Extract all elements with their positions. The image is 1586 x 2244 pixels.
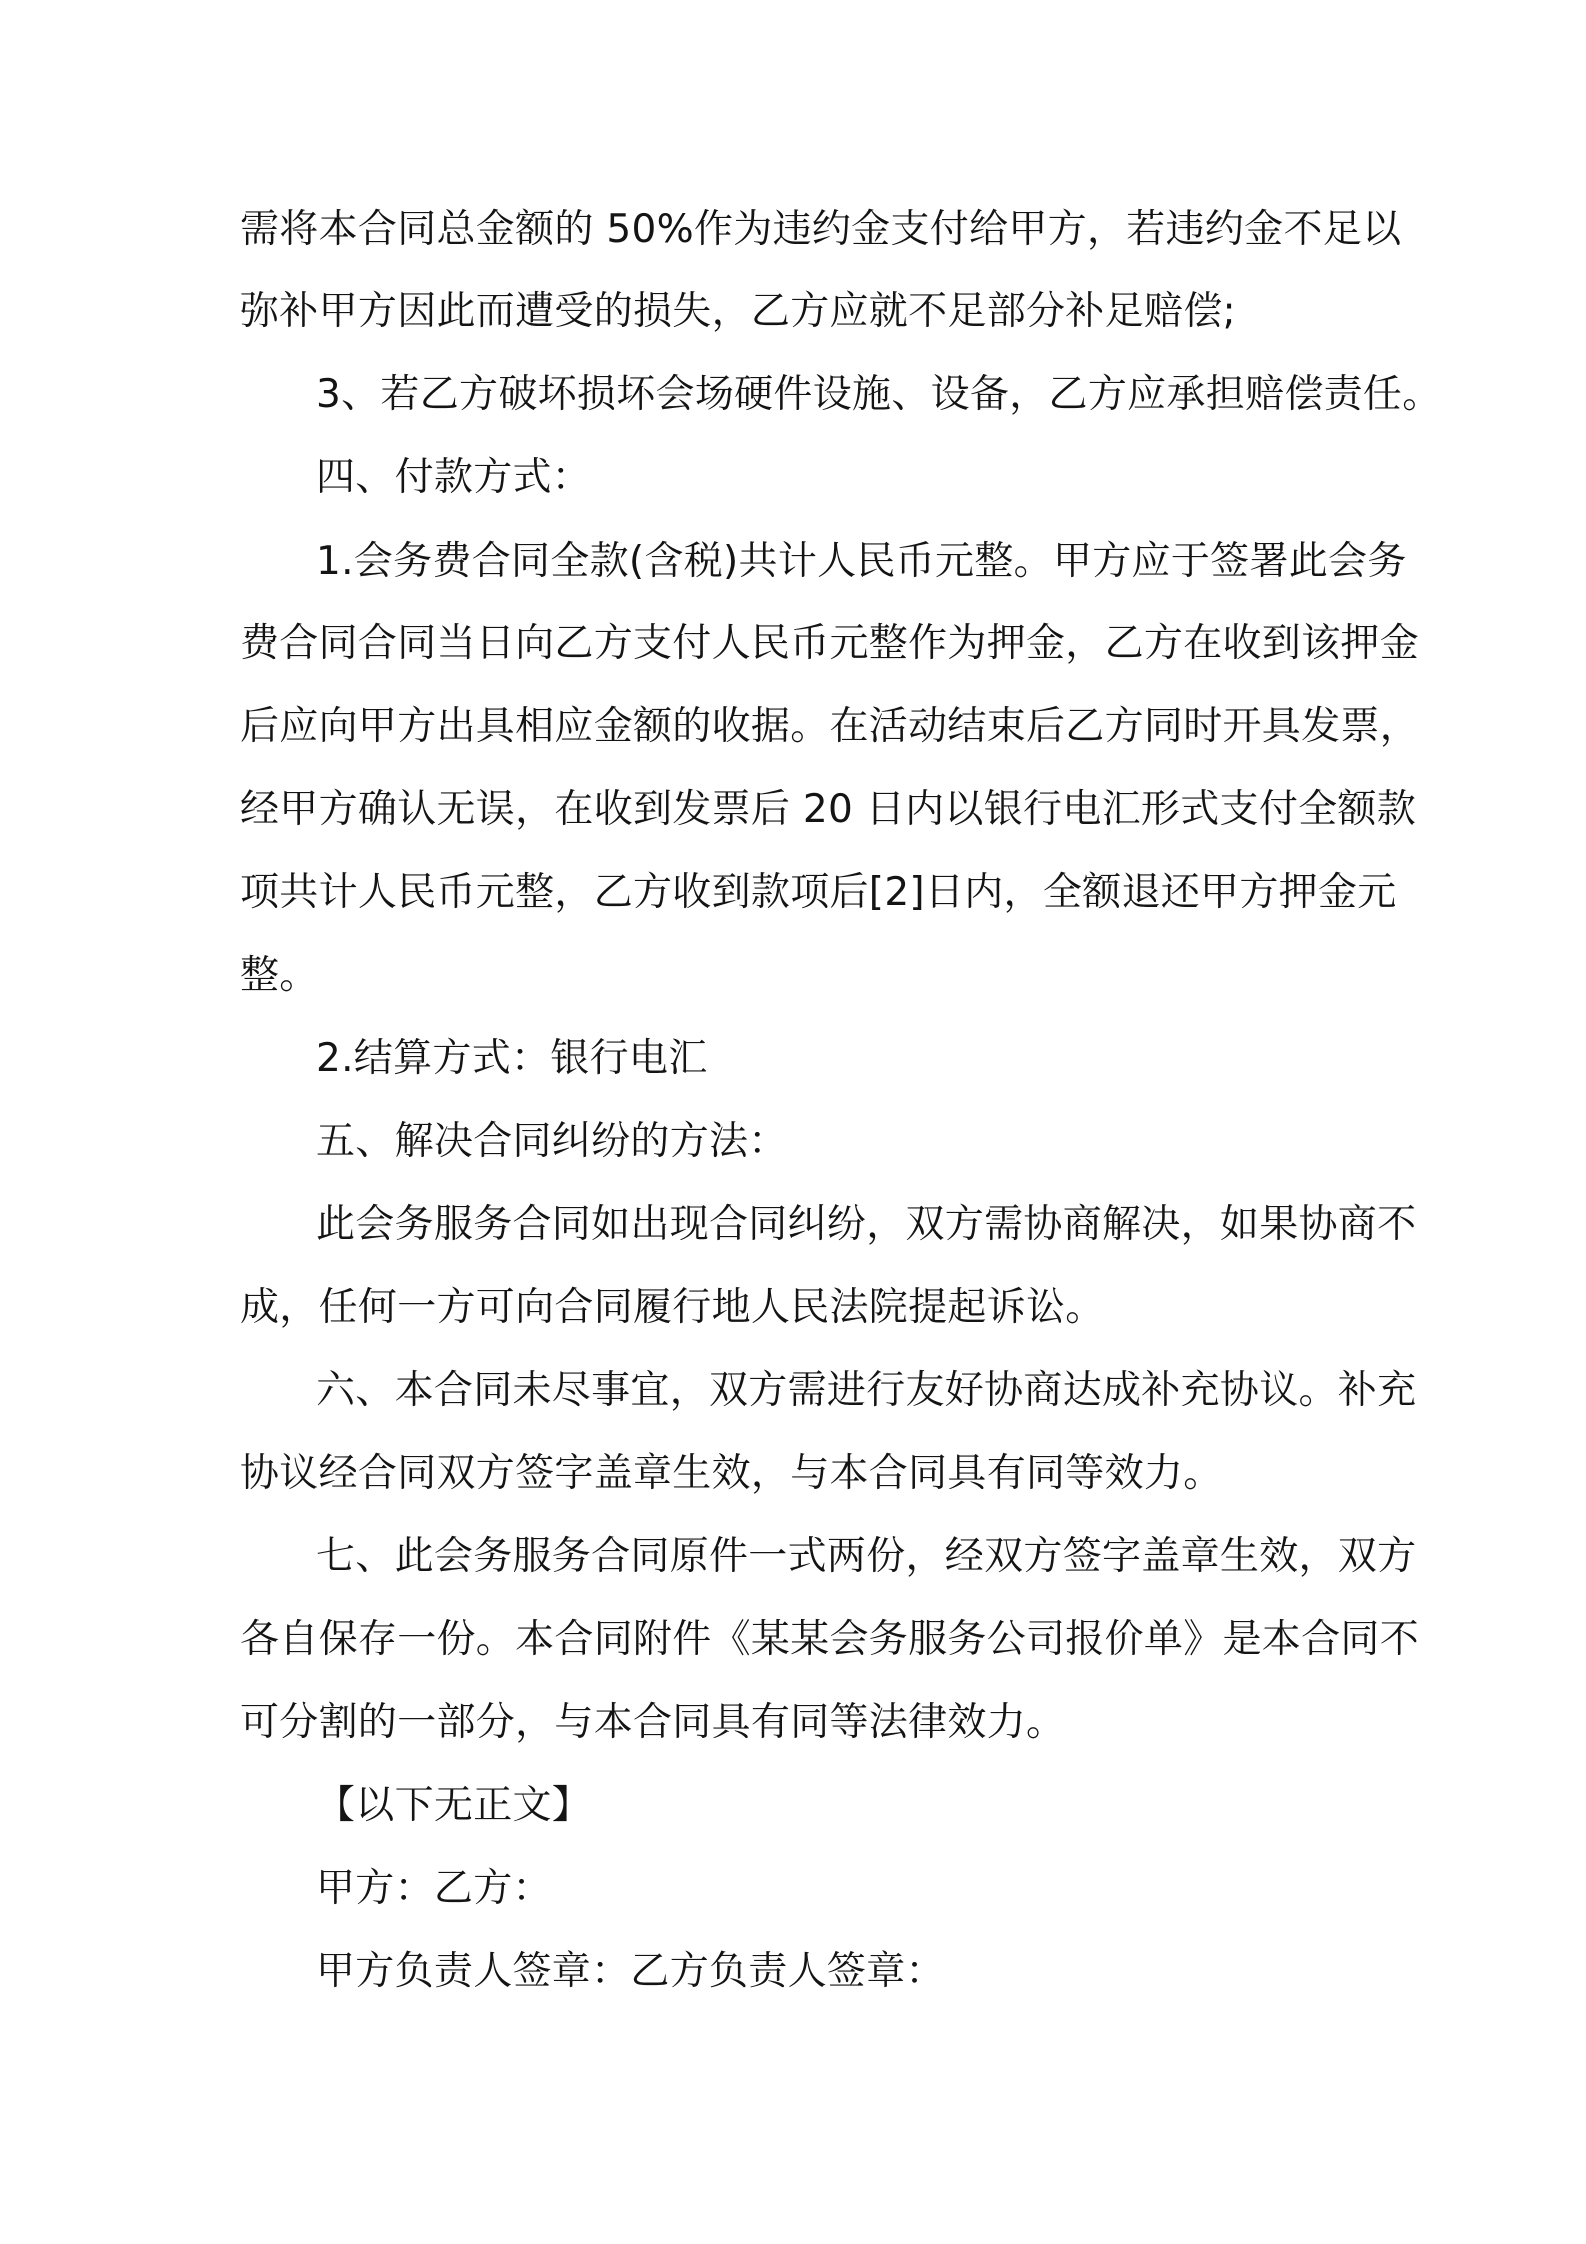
section-heading: 五、解决合同纠纷的方法： [316,1119,788,1164]
text-line: 3、若乙方破坏损坏会场硬件设施、设备，乙方应承担赔偿责任。 [316,372,1442,417]
text-line: 需将本合同总金额的 50%作为违约金支付给甲方，若违约金不足以 [240,207,1402,252]
text-line: 经甲方确认无误，在收到发票后 20 日内以银行电汇形式支付全额款 [240,787,1417,832]
signature-label-line: 甲方负责人签章：乙方负责人签章： [316,1949,945,1994]
text-line: 六、本合同未尽事宜，双方需进行友好协商达成补充协议。补充 [316,1368,1417,1413]
text-line: 1.会务费合同全款(含税)共计人民币元整。甲方应于签署此会务 [316,539,1407,584]
text-line: 此会务服务合同如出现合同纠纷，双方需协商解决，如果协商不 [316,1202,1417,1247]
text-line: 项共计人民币元整，乙方收到款项后[2]日内，全额退还甲方押金元 [240,870,1397,915]
text-line: 整。 [240,953,319,998]
text-line: 2.结算方式：银行电汇 [316,1036,708,1081]
no-further-text-marker: 【以下无正文】 [316,1783,592,1828]
text-line: 可分割的一部分，与本合同具有同等法律效力。 [240,1700,1066,1745]
text-line: 费合同合同当日向乙方支付人民币元整作为押金，乙方在收到该押金 [240,621,1420,666]
text-line: 弥补甲方因此而遭受的损失，乙方应就不足部分补足赔偿; [240,289,1236,334]
text-line: 协议经合同双方签字盖章生效，与本合同具有同等效力。 [240,1451,1223,1496]
section-heading: 四、付款方式： [316,455,592,500]
text-line: 成，任何一方可向合同履行地人民法院提起诉讼。 [240,1285,1105,1330]
text-line: 后应向甲方出具相应金额的收据。在活动结束后乙方同时开具发票， [240,704,1420,749]
text-line: 七、此会务服务合同原件一式两份，经双方签字盖章生效，双方 [316,1534,1417,1579]
text-line: 各自保存一份。本合同附件《某某会务服务公司报价单》是本合同不 [240,1617,1420,1662]
party-label-line: 甲方：乙方： [316,1866,552,1911]
